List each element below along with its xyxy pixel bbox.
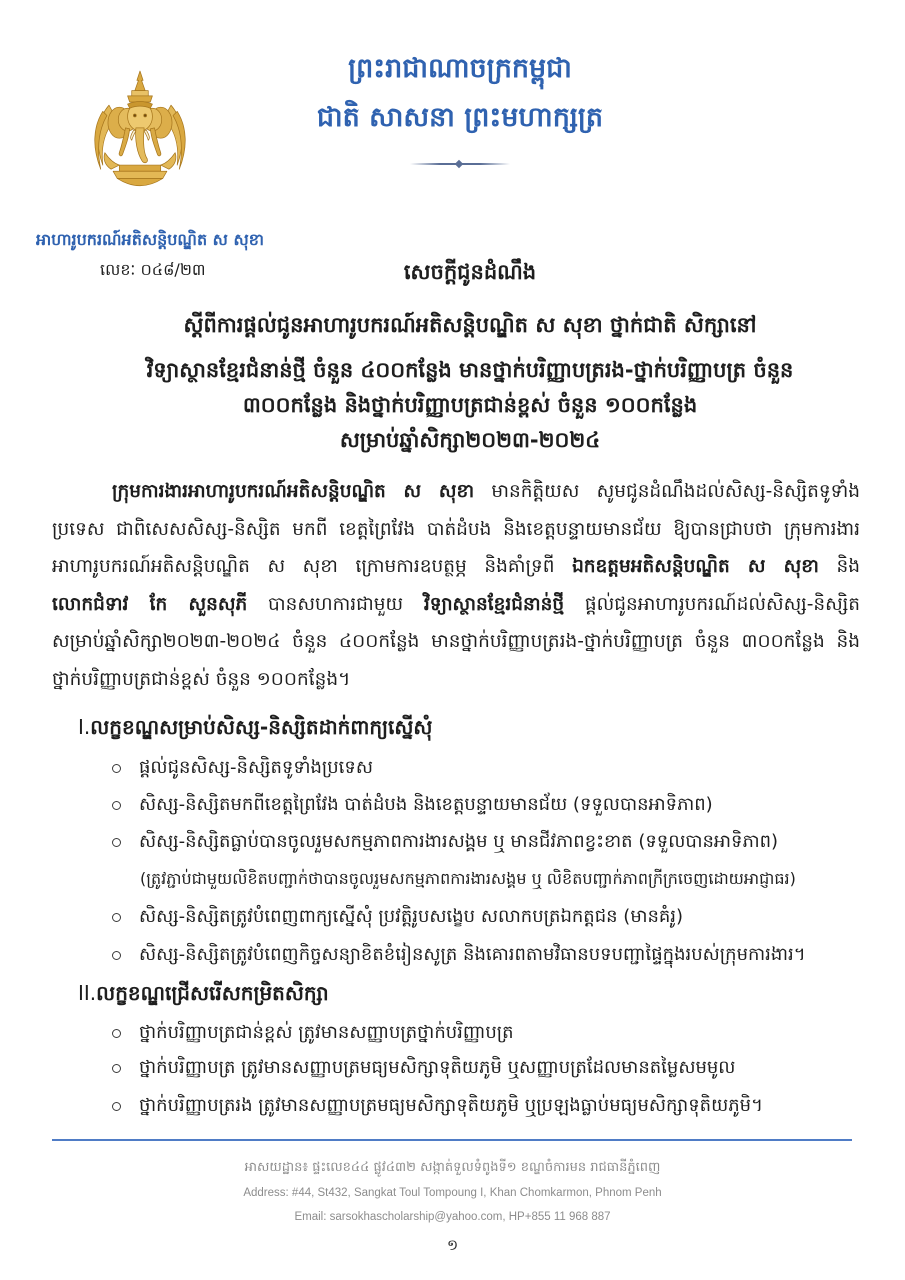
list-item-text: សិស្ស-និស្សិតត្រូវបំពេញពាក្យស្នើសុំ ប្រវត្តិរូបសង្ខេប សលាកបត្រឯកត្តជន (មានគំរូ): [139, 906, 684, 927]
notice-title: សេចក្តីជូនដំណឹង: [403, 260, 537, 284]
paragraph-text: សម្រាប់ឆ្នាំសិក្សា២០២៣-២០២៤ ចំនួន ៤០០កន្លែង មានថ្នាក់បរិញ្ញាបត្ររង-ថ្នាក់បរិញ្ញាបត្រ ចំនួន ៣០០កន្លែង និង: [52, 631, 860, 652]
paragraph-line: [52, 662, 860, 698]
bullet-circle-icon: [112, 1029, 121, 1038]
footer-rule: [52, 1139, 852, 1141]
paragraph-line: [52, 549, 860, 585]
bullet-circle-icon: [112, 764, 121, 773]
national-motto: ជាតិ សាសនា ព្រះមហាក្សត្រ: [316, 102, 604, 133]
paragraph-text: ប្រទេស ជាពិសេសសិស្ស-និស្សិត មកពី ខេត្តព្រៃវែង បាត់ដំបង និងខេត្តបន្ទាយមានជ័យ ឱ្យបានជ្រាបថា ក្រុមការងារ: [52, 519, 860, 540]
paragraph-text: និង: [818, 556, 860, 577]
section-title: លក្ខខណ្ឌសម្រាប់សិស្ស-និស្សិតដាក់ពាក្យស្នើសុំ: [90, 715, 433, 739]
subject-line: សម្រាប់ឆ្នាំសិក្សា២០២៣-២០២៤: [339, 428, 601, 452]
paragraph-text: ថ្នាក់បរិញ្ញាបត្រជាន់ខ្ពស់ ចំនួន ១០០កន្លែង។: [52, 669, 351, 690]
paragraph-text: ផ្តល់ជូនអាហារូបករណ៍ដល់សិស្ស-និស្សិត: [564, 594, 860, 615]
footer-contact: Email: sarsokhascholarship@yahoo.com, HP+855 11 968 887: [294, 1211, 611, 1223]
list-item-text: ថ្នាក់បរិញ្ញាបត្រជាន់ខ្ពស់ ត្រូវមានសញ្ញាបត្រថ្នាក់បរិញ្ញាបត្រ: [139, 1022, 514, 1043]
bullet-circle-icon: [112, 801, 121, 810]
list-item-text: ថ្នាក់បរិញ្ញាបត្រ ត្រូវមានសញ្ញាបត្រមធ្យមសិក្សាទុតិយភូមិ ឬសញ្ញាបត្រដែលមានតម្លៃសមមូល: [139, 1057, 736, 1078]
list-item: [112, 1015, 872, 1051]
paragraph-text: អាហារូបករណ៍អតិសន្តិបណ្ឌិត ស សុខា ក្រោមការឧបត្ថម្ភ និងគាំទ្រពី: [52, 556, 573, 577]
list-item-text: សិស្ស-និស្សិតមកពីខេត្តព្រៃវែង បាត់ដំបង និងខេត្តបន្ទាយមានជ័យ (ទទួលបានអាទិភាព): [139, 794, 713, 815]
section-number: I.: [78, 715, 91, 739]
subject-line: វិទ្យាស្ថានខ្មែរជំនាន់ថ្មី ចំនួន ៤០០កន្លែង មានថ្នាក់បរិញ្ញាបត្ររង-ថ្នាក់បរិញ្ញាបត្រ ចំនួន: [146, 358, 794, 382]
subject-line: ៣០០កន្លែង និងថ្នាក់បរិញ្ញាបត្រជាន់ខ្ពស់ ចំនួន ១០០កន្លែង: [242, 393, 698, 417]
bullet-circle-icon: [112, 1064, 121, 1073]
section-number: II.: [78, 981, 97, 1005]
bullet-circle-icon: [112, 838, 121, 847]
subject-line: ស្តីពីការផ្តល់ជូនអាហារូបករណ៍អតិសន្តិបណ្ឌិត ស សុខា ថ្នាក់ជាតិ សិក្សានៅ: [183, 313, 757, 337]
bullet-circle-icon: [112, 913, 121, 922]
paragraph-line: [52, 512, 860, 548]
list-item: [112, 1088, 872, 1124]
list-item-text: ផ្តល់ជូនសិស្ស-និស្សិតទូទាំងប្រទេស: [139, 757, 373, 778]
bullet-circle-icon: [112, 951, 121, 960]
reference-number: លេខៈ ០៤៨/២៣: [100, 260, 206, 279]
paragraph-line: [112, 474, 860, 510]
paragraph-text: បានសហការជាមួយ: [247, 594, 424, 615]
list-item-text: ថ្នាក់បរិញ្ញាបត្ររង ត្រូវមានសញ្ញាបត្រមធ្យមសិក្សាទុតិយភូមិ ឬប្រឡងធ្លាប់មធ្យមសិក្សាទុតិយភូមិ។: [139, 1095, 763, 1116]
list-item: [112, 824, 872, 860]
footer-address-khmer: អាសយដ្ឋាន៖ ផ្ទះលេខ៤៤ ផ្លូវ៤៣២ សង្កាត់ទួលទំពូងទី១ ខណ្ឌចំការមន រាជធានីភ្នំពេញ: [244, 1160, 661, 1175]
bullet-circle-icon: [112, 1102, 121, 1111]
list-item: [112, 787, 872, 823]
paragraph-line: [52, 587, 860, 623]
list-item: [112, 1050, 872, 1086]
kingdom-heading: ព្រះរាជាណាចក្រកម្ពុជា: [348, 53, 572, 84]
issuer-organization: អាហារូបករណ៍អតិសន្តិបណ្ឌិត ស សុខា: [36, 230, 264, 249]
section-heading: [78, 975, 858, 1011]
elephant-emblem-logo: [88, 70, 192, 194]
list-item: [112, 937, 872, 973]
list-item: [112, 899, 872, 935]
paragraph-bold-text: លោកជំទាវ កែ សួនសុភី: [52, 594, 248, 615]
paragraph-text: មានកិត្តិយស សូមជូនដំណឹងដល់សិស្ស-និស្សិតទូទាំង: [474, 481, 860, 502]
section-heading: [78, 709, 858, 745]
paragraph-bold-text: វិទ្យាស្ថានខ្មែរជំនាន់ថ្មី: [423, 594, 565, 615]
ornamental-divider-icon: [410, 161, 510, 167]
paragraph-bold-text: ក្រុមការងារអាហារូបករណ៍អតិសន្តិបណ្ឌិត ស សុខា: [112, 481, 475, 502]
list-item-text: សិស្ស-និស្សិតធ្លាប់បានចូលរួមសកម្មភាពការងារសង្គម ឬ មានជីវភាពខ្វះខាត (ទទួលបានអាទិភាព): [139, 831, 779, 852]
list-item-text: សិស្ស-និស្សិតត្រូវបំពេញកិច្ចសន្យាខិតខំរៀនសូត្រ និងគោរពតាមវិធានបទបញ្ជាផ្ទៃក្នុងរបស់ក្រុមការងារ។: [139, 944, 806, 965]
paragraph-bold-text: ឯកឧត្តមអតិសន្តិបណ្ឌិត ស សុខា: [572, 556, 819, 577]
section-title: លក្ខខណ្ឌជ្រើសរើសកម្រិតសិក្សា: [96, 981, 329, 1005]
page-number: ១: [446, 1236, 459, 1254]
list-item: [112, 750, 872, 786]
footer-address-english: Address: #44, St432, Sangkat Toul Tompoung I, Khan Chomkarmon, Phnom Penh: [243, 1187, 662, 1199]
list-item-note: (ត្រូវភ្ជាប់ជាមួយលិខិតបញ្ជាក់ថាបានចូលរួមសកម្មភាពការងារសង្គម ឬ លិខិតបញ្ជាក់ភាពក្រីក្រចេញដោយអាជ្ញាធរ): [140, 869, 796, 888]
paragraph-line: [52, 624, 860, 660]
